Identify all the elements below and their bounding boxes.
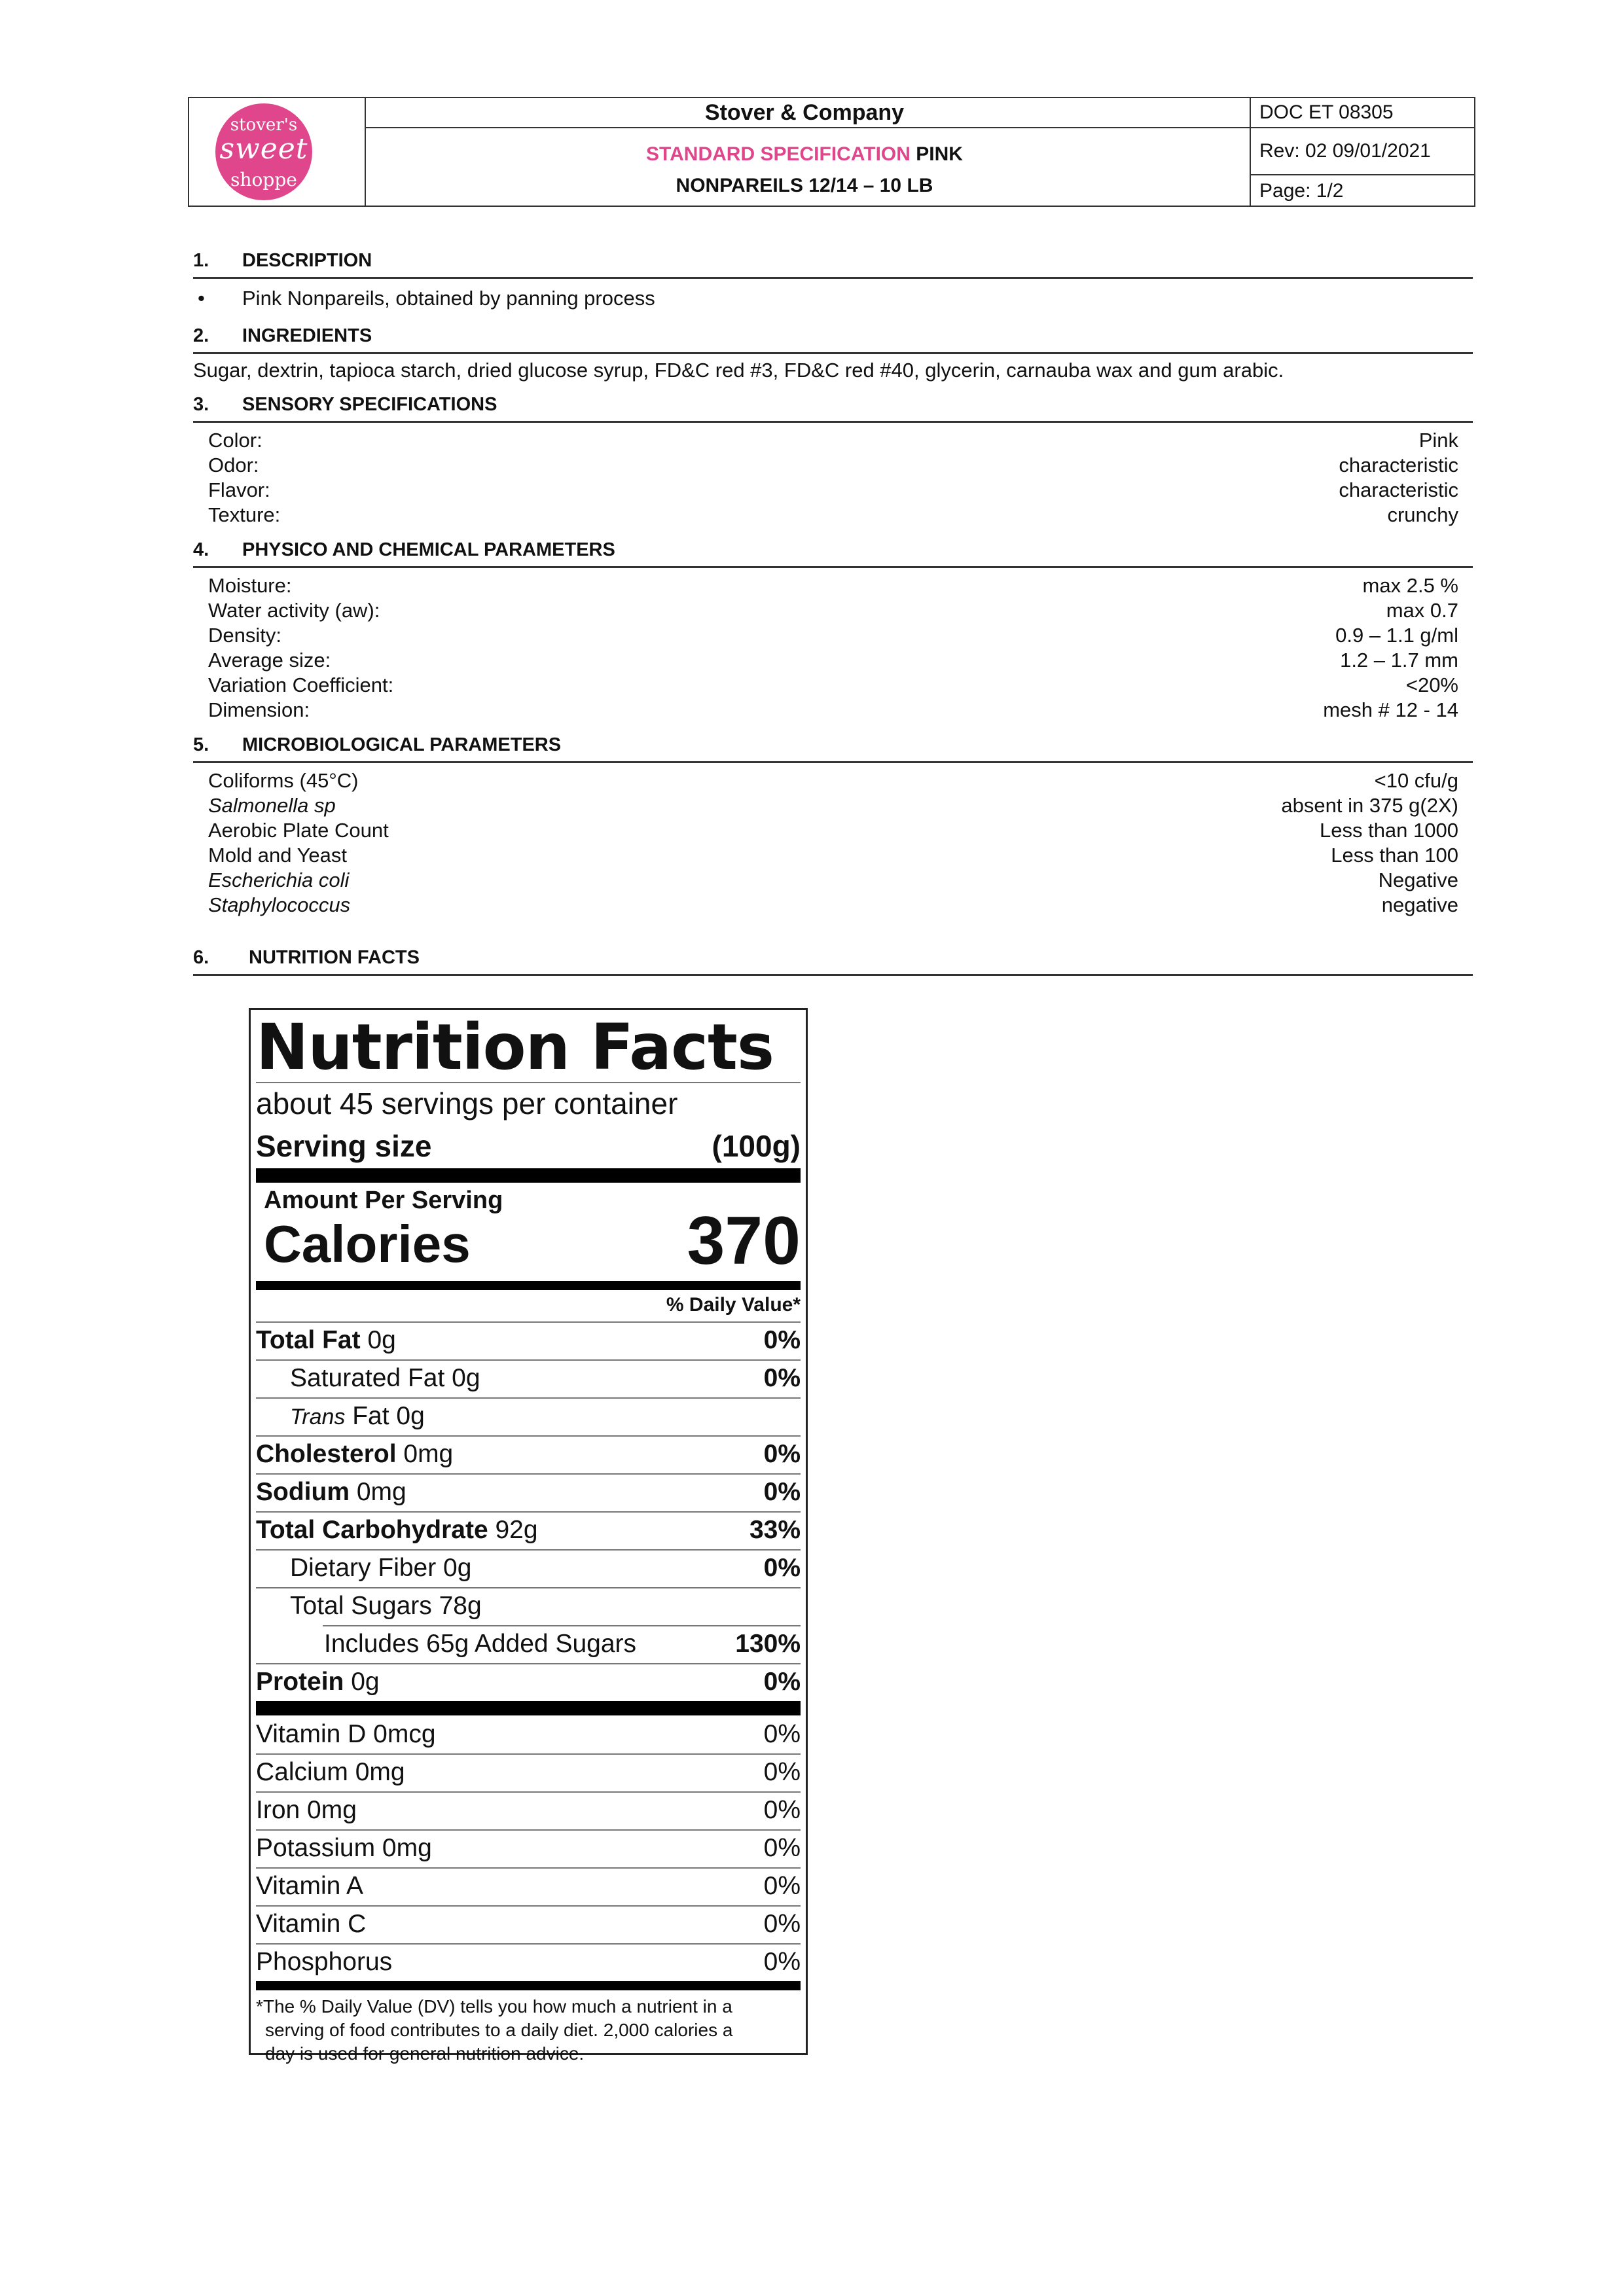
nutrient-dv: 130%: [735, 1630, 801, 1658]
nutrient-dv: 0%: [763, 1440, 801, 1468]
spec-title-black: PINK: [916, 143, 963, 165]
spec-value: max 2.5 %: [1362, 574, 1458, 597]
nutrient-dv: 0%: [763, 1554, 801, 1582]
spec-label: Average size:: [208, 649, 331, 672]
spec-title-line2: NONPAREILS 12/14 – 10 LB: [676, 175, 933, 196]
spec-value: mesh # 12 - 14: [1323, 698, 1458, 721]
calories-label: Calories: [264, 1215, 471, 1273]
spec-value: 1.2 – 1.7 mm: [1340, 649, 1458, 672]
spec-label: Flavor:: [208, 478, 270, 501]
calories-value: 370: [687, 1203, 801, 1279]
spec-value: Less than 100: [1331, 844, 1458, 867]
spec-label: Staphylococcus: [208, 893, 351, 916]
nutrient-dv: 0%: [763, 1364, 801, 1392]
spec-value: <20%: [1405, 673, 1458, 696]
nutrient-row: [290, 1588, 801, 1624]
logo-text: stover's: [230, 115, 298, 135]
bullet: •: [198, 287, 205, 310]
vitamin-row: [256, 1869, 801, 1904]
vitamin-name: Phosphorus: [256, 1948, 393, 1976]
page-number: Page: 1/2: [1259, 180, 1344, 202]
spec-row: [208, 869, 1458, 893]
header-table: [188, 97, 1475, 207]
spec-row: [208, 673, 1458, 698]
spec-value: Pink: [1418, 429, 1458, 452]
section-ingredients-header: [193, 321, 1473, 354]
nutrient-name: Sodium: [256, 1478, 350, 1506]
daily-value-header: % Daily Value*: [666, 1294, 801, 1316]
spec-label: Density:: [208, 624, 281, 647]
spec-row: [208, 893, 1458, 918]
vitamin-row: [256, 1831, 801, 1866]
vitamin-dv: 0%: [763, 1758, 801, 1786]
spec-row: [208, 478, 1458, 503]
nutrient-name: Trans: [290, 1405, 346, 1429]
divider-thick: [256, 1981, 801, 1990]
footnote-line: *The % Daily Value (DV) tells you how much a nutrient in a: [256, 1996, 732, 2017]
spec-label: Escherichia coli: [208, 869, 350, 891]
section-number: 1.: [193, 250, 209, 271]
vitamin-row: [256, 1755, 801, 1790]
spec-row: [208, 454, 1458, 478]
nutrient-name: Saturated Fat 0g: [290, 1364, 480, 1392]
spec-value: characteristic: [1339, 478, 1458, 501]
spec-value: Negative: [1378, 869, 1458, 891]
nutrition-facts-label: [249, 1008, 808, 2064]
footnote-line: day is used for general nutrition advice.: [265, 2043, 585, 2064]
spec-label: Dimension:: [208, 698, 310, 721]
daily-value-footnote: [256, 1995, 801, 2066]
spec-row: [208, 599, 1458, 624]
nutrient-row: [290, 1551, 801, 1586]
vitamin-row: [256, 1945, 801, 1980]
nutrient-dv: 0%: [763, 1668, 801, 1696]
spec-label: Color:: [208, 429, 262, 452]
spec-title-pink: STANDARD SPECIFICATION: [646, 143, 911, 165]
section-title: INGREDIENTS: [242, 325, 372, 346]
vitamin-dv: 0%: [763, 1834, 801, 1862]
vitamin-dv: 0%: [763, 1910, 801, 1938]
spec-label: Salmonella sp: [208, 794, 336, 817]
spec-row: [208, 649, 1458, 673]
vitamin-dv: 0%: [763, 1872, 801, 1900]
serving-size-row: [256, 1126, 801, 1166]
nutrient-name: Includes 65g Added Sugars: [324, 1630, 637, 1658]
spec-label: Odor:: [208, 454, 259, 476]
section-number: 6.: [193, 947, 209, 968]
spec-value: <10 cfu/g: [1374, 769, 1458, 792]
nutrient-amount: 92g: [488, 1516, 538, 1544]
spec-row: [208, 819, 1458, 844]
spec-row: [208, 574, 1458, 599]
spec-row: [208, 503, 1458, 528]
nutrient-row: [256, 1323, 801, 1358]
footnote-line: serving of food contributes to a daily diet. 2,000 calories a: [265, 2020, 733, 2040]
servings-per-container: about 45 servings per container: [256, 1086, 678, 1121]
spec-value: negative: [1381, 893, 1458, 916]
nutrient-name: Dietary Fiber 0g: [290, 1554, 472, 1582]
amount-per-serving: Amount Per Serving: [264, 1187, 503, 1214]
company-logo: [215, 103, 312, 200]
spec-value: crunchy: [1387, 503, 1458, 526]
nutrient-amount: Fat 0g: [345, 1402, 425, 1430]
logo-text: shoppe: [230, 169, 297, 190]
nutrient-amount: 0g: [360, 1326, 396, 1354]
nutrient-dv: 33%: [749, 1516, 801, 1544]
ingredients-text: Sugar, dextrin, tapioca starch, dried glucose syrup, FD&C red #3, FD&C red #40, glycerin, carnauba wax and gum arabic.: [193, 359, 1284, 382]
nutrient-amount: 0mg: [396, 1440, 454, 1468]
spec-row: [208, 698, 1458, 723]
section-nutrition-header: [193, 942, 1473, 976]
nutrient-row: [256, 1475, 801, 1510]
spec-row: [208, 769, 1458, 794]
spec-row: [208, 844, 1458, 869]
spec-label: Texture:: [208, 503, 281, 526]
vitamin-name: Vitamin C: [256, 1910, 367, 1938]
revision: Rev: 02 09/01/2021: [1259, 140, 1431, 162]
section-physico-header: [193, 535, 1473, 568]
vitamin-name: Calcium 0mg: [256, 1758, 405, 1786]
nutrient-row: [256, 1664, 801, 1700]
nutrient-name: Protein: [256, 1668, 344, 1696]
spec-row: [208, 624, 1458, 649]
spec-value: 0.9 – 1.1 g/ml: [1335, 624, 1458, 647]
nutrient-dv: 0%: [763, 1326, 801, 1354]
section-number: 4.: [193, 539, 209, 560]
divider-thick: [256, 1281, 801, 1290]
vitamin-dv: 0%: [763, 1796, 801, 1824]
vitamin-row: [256, 1717, 801, 1752]
section-sensory-header: [193, 389, 1473, 423]
nutrition-title: Nutrition Facts: [256, 1011, 774, 1084]
vitamin-name: Vitamin D 0mcg: [256, 1720, 436, 1748]
nutrient-dv: 0%: [763, 1478, 801, 1506]
spec-value: Less than 1000: [1319, 819, 1458, 842]
vitamin-row: [256, 1907, 801, 1942]
section-description-header: [193, 245, 1473, 279]
section-title: DESCRIPTION: [242, 250, 372, 271]
nutrient-name: Total Fat: [256, 1326, 361, 1354]
nutrient-name: Cholesterol: [256, 1440, 397, 1468]
section-title: SENSORY SPECIFICATIONS: [242, 394, 497, 415]
spec-row: [208, 794, 1458, 819]
spec-value: characteristic: [1339, 454, 1458, 476]
section-title: NUTRITION FACTS: [249, 947, 420, 968]
vitamin-dv: 0%: [763, 1720, 801, 1748]
vitamin-dv: 0%: [763, 1948, 801, 1976]
section-number: 5.: [193, 734, 209, 755]
serving-size-value: (100g): [712, 1129, 801, 1163]
spec-value: absent in 375 g(2X): [1281, 794, 1458, 817]
nutrient-row: [290, 1399, 801, 1434]
nutrient-row: [290, 1361, 801, 1396]
nutrient-row: [256, 1513, 801, 1548]
divider-thick: [256, 1701, 801, 1715]
nutrient-name: Total Sugars 78g: [290, 1592, 482, 1620]
section-title: PHYSICO AND CHEMICAL PARAMETERS: [242, 539, 615, 560]
company-name: Stover & Company: [704, 100, 905, 125]
spec-label: Variation Coefficient:: [208, 673, 394, 696]
nutrient-name: Total Carbohydrate: [256, 1516, 488, 1544]
spec-value: max 0.7: [1386, 599, 1458, 622]
section-number: 2.: [193, 325, 209, 346]
vitamin-name: Vitamin A: [256, 1872, 364, 1900]
section-micro-header: [193, 730, 1473, 763]
vitamin-row: [256, 1793, 801, 1828]
section-number: 3.: [193, 394, 209, 415]
spec-row: [208, 429, 1458, 454]
vitamin-name: Potassium 0mg: [256, 1834, 432, 1862]
nutrient-row: [324, 1626, 801, 1662]
nutrient-amount: 0g: [344, 1668, 380, 1696]
spec-label: Aerobic Plate Count: [208, 819, 389, 842]
header-divider: [365, 127, 1250, 128]
divider-thick: [256, 1168, 801, 1183]
description-text: Pink Nonpareils, obtained by panning process: [242, 287, 655, 310]
section-title: MICROBIOLOGICAL PARAMETERS: [242, 734, 562, 755]
header-divider: [1250, 98, 1251, 206]
doc-number: DOC ET 08305: [1259, 101, 1394, 123]
logo-text: sweet: [219, 132, 308, 166]
serving-size-label: Serving size: [256, 1129, 432, 1163]
nutrient-row: [256, 1437, 801, 1472]
spec-label: Mold and Yeast: [208, 844, 348, 867]
spec-label: Water activity (aw):: [208, 599, 380, 622]
vitamin-name: Iron 0mg: [256, 1796, 357, 1824]
spec-label: Moisture:: [208, 574, 292, 597]
spec-title: [366, 139, 1243, 202]
nutrient-amount: 0mg: [350, 1478, 406, 1506]
spec-label: Coliforms (45°C): [208, 769, 359, 792]
